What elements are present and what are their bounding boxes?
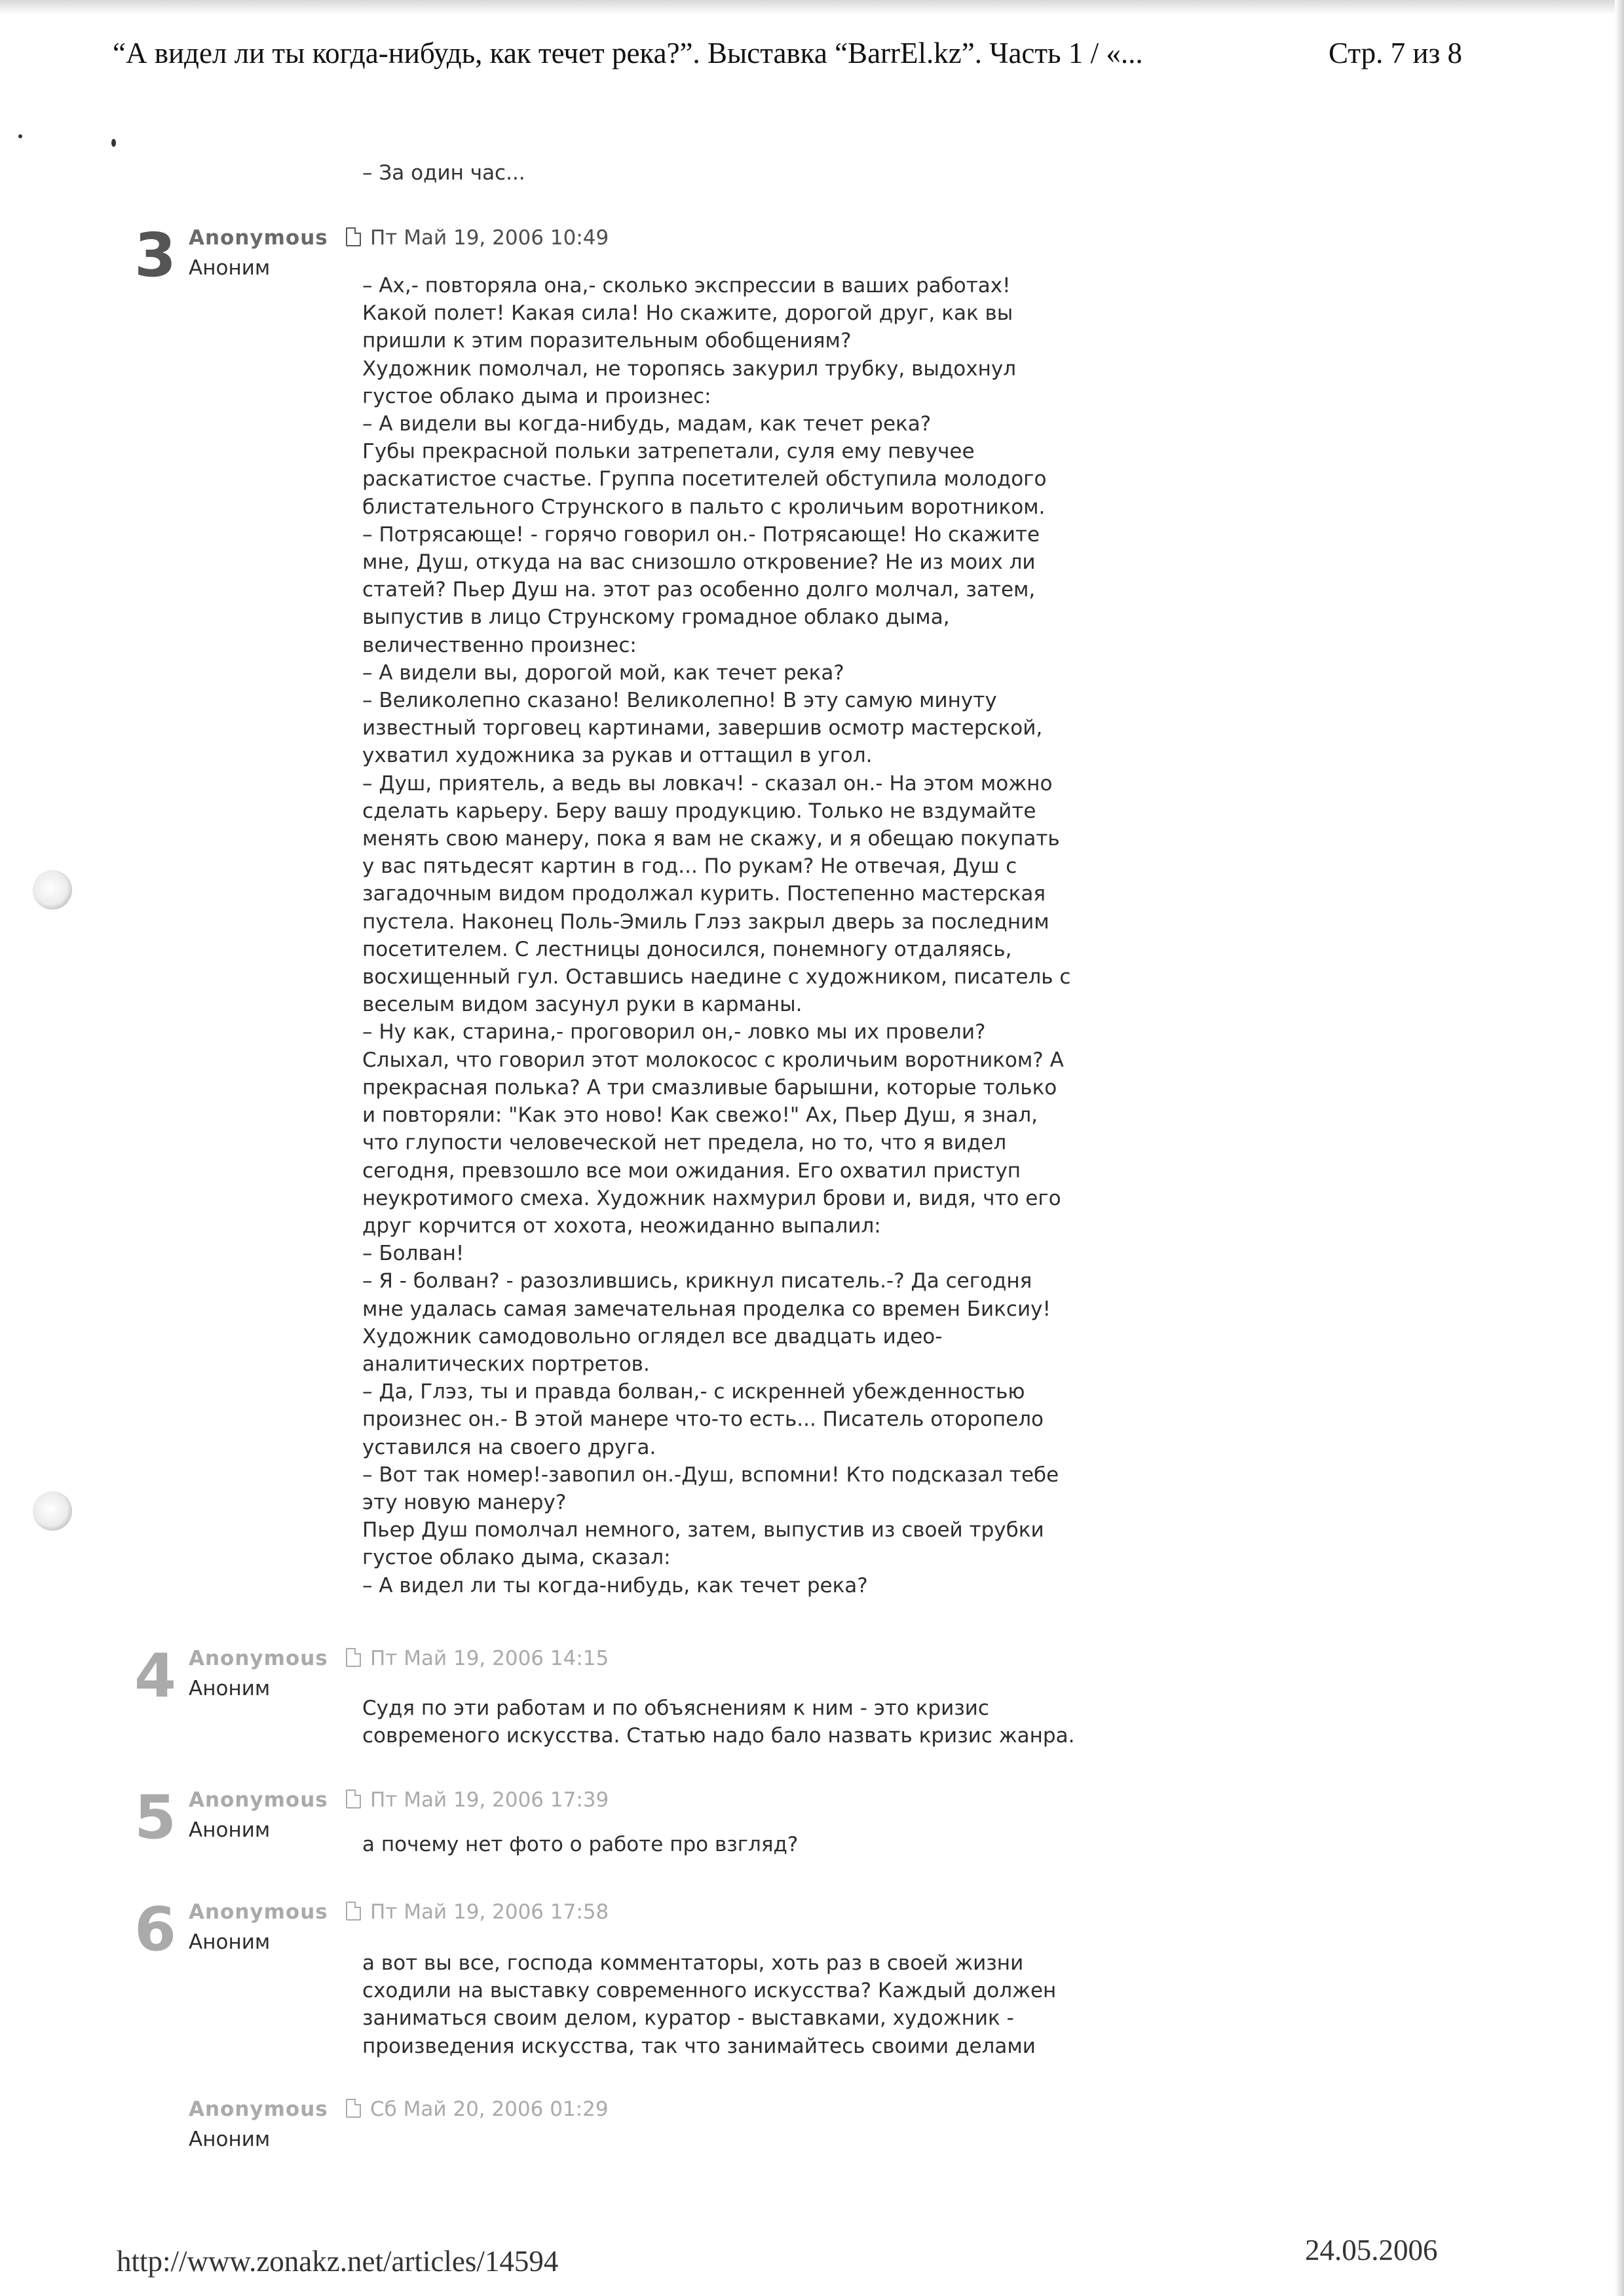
comment-date bbox=[346, 2094, 609, 2124]
comment-date-text: Пт Май 19, 2006 14:15 bbox=[370, 1647, 609, 1670]
print-footer-url[interactable]: http://www.zonakz.net/articles/14594 bbox=[117, 2245, 559, 2278]
comment-date-text: Пт Май 19, 2006 17:58 bbox=[370, 1900, 609, 1924]
comment-author bbox=[189, 2094, 328, 2154]
comment-number: 3 bbox=[134, 220, 177, 290]
comment-date-text: Пт Май 19, 2006 10:49 bbox=[370, 226, 609, 250]
post-icon[interactable] bbox=[346, 227, 361, 246]
comment-date bbox=[346, 1785, 609, 1815]
print-footer-date: 24.05.2006 bbox=[1305, 2234, 1438, 2267]
print-header-title: “А видел ли ты когда-нибудь, как течет река?”. Выставка “BarrEl.kz”. Часть 1 / «... bbox=[113, 37, 1143, 69]
comment-number: 5 bbox=[134, 1782, 177, 1852]
comment-body: а вот вы все, господа комментаторы, хоть раз в своей жизни сходили на выставку современного искусства? Каждый должен заниматься своим делом, куратор - выставками, художник - произведения искусства, так что занимайтесь своими делами bbox=[362, 1951, 1057, 2058]
comment-date-text: Пт Май 19, 2006 17:39 bbox=[370, 1788, 609, 1812]
post-icon[interactable] bbox=[346, 1789, 361, 1808]
author-name-ru: Аноним bbox=[189, 1818, 271, 1842]
comment-body: – Ах,- повторяла она,- сколько экспрессии в ваших работах! Какой полет! Какая сила! Но скажите, дорогой друг, как вы пришли к этим поразительным обобщениям? Художник помолчал, не торопясь закурил трубку, выдохнул густое облако дыма и произнес: – А видели вы когда-нибудь, мадам, как течет река? Губы прекрасной польки затрепетали, суля ему певучее раскатистое счастье. Группа посетителей обступила молодого блистательного Струнского в пальто с кроличьим воротником. – Потрясающе! - горячо говорил он.- Потрясающе! Но скажите мне, Душ, откуда на вас снизошло откровение? Не из моих ли статей? Пьер Душ на. этот раз особенно долго молчал, затем, выпустив в лицо Струнскому громадное облако дыма, величественно произнес: – А видели вы, дорогой мой, как течет река? – Великолепно сказано! Великолепно! В эту самую минуту известный торговец картинами, завершив осмотр мастерской, ухватил художника за рукав и оттащил в угол. – Душ, приятель, а ведь вы ловкач! - сказал он.- На этом можно сделать карьеру. Беру вашу продукцию. Только не вздумайте менять свою манеру, пока я вам не скажу, и я обещаю покупать у вас пятьдесят картин в год... По рукам? Не отвечая, Душ с загадочным видом продолжал курить. Постепенно мастерская пустела. Наконец Поль-Эмиль Глэз закрыл дверь за последним посетителем. С лестницы доносился, понемногу отдаляясь, восхищенный гул. Оставшись наедине с художником, писатель с веселым видом засунул руки в карманы. – Ну как, старина,- проговорил он,- ловко мы их провели? Слыхал, что говорил этот молокосос с кроличьим воротником? А прекрасная полька? А три смазливые барышни, которые только и повторяли: "Как это ново! Как свежо!" Ах, Пьер Душ, я знал, что глупости человеческой нет предела, но то, что я видел сегодня, превзошло все мои ожидания. Его охватил приступ неукротимого смеха. Художник нахмурил брови и, видя, что его друг корчится от хохота, неожиданно выпалил: – Болван! – Я - болван? - разозлившись, крикнул писатель.-? Да сегодня мне удалась самая замечательная проделка со времен Биксиу! Художник самодовольно оглядел все двадцать идео- аналитических портретов. – Да, Глэз, ты и правда болван,- с искренней убежденностью произнес он.- В этой манере что-то есть... Писатель оторопело уставился на своего друга. – Вот так номер!-завопил он.-Душ, вспомни! Кто подсказал тебе эту новую манеру? Пьер Душ помолчал немного, затем, выпустив из своей трубки густое облако дыма, сказал: – А видел ли ты когда-нибудь, как течет река? bbox=[362, 274, 1071, 1598]
post-icon[interactable] bbox=[346, 1902, 361, 1921]
post-icon[interactable] bbox=[346, 2099, 361, 2118]
comment-number: 6 bbox=[134, 1894, 177, 1964]
comment-body: а почему нет фото о работе про взгляд? bbox=[362, 1833, 799, 1856]
print-header bbox=[113, 36, 1462, 70]
comment-author bbox=[189, 1785, 328, 1845]
comment-author bbox=[189, 223, 328, 283]
scan-top-edge bbox=[0, 0, 1624, 14]
author-name-en[interactable]: Anonymous bbox=[189, 2097, 328, 2121]
comment-date bbox=[346, 1897, 609, 1927]
scan-speck bbox=[111, 139, 116, 147]
author-name-ru: Аноним bbox=[189, 1677, 271, 1700]
comment-date bbox=[346, 1643, 609, 1674]
author-name-en[interactable]: Anonymous bbox=[189, 1788, 328, 1812]
punch-hole-top bbox=[33, 870, 72, 909]
author-name-en[interactable]: Anonymous bbox=[189, 1900, 328, 1924]
comment-number: 4 bbox=[134, 1641, 177, 1711]
comment-date bbox=[346, 223, 609, 253]
author-name-ru: Аноним bbox=[189, 256, 271, 280]
comment-author bbox=[189, 1897, 328, 1957]
print-header-page: Стр. 7 из 8 bbox=[1329, 37, 1462, 69]
post-icon[interactable] bbox=[346, 1648, 361, 1667]
author-name-ru: Аноним bbox=[189, 1930, 271, 1954]
comment-body: Судя по эти работам и по объяснениям к ним - это кризис современого искусства. Статью надо бало назвать кризис жанра. bbox=[362, 1696, 1075, 1748]
author-name-en[interactable]: Anonymous bbox=[189, 1647, 328, 1670]
scan-speck bbox=[18, 134, 22, 138]
intro-line: – За один час... bbox=[362, 161, 525, 185]
comment-date-text: Сб Май 20, 2006 01:29 bbox=[370, 2097, 609, 2121]
author-name-ru: Аноним bbox=[189, 2128, 271, 2151]
author-name-en[interactable]: Anonymous bbox=[189, 226, 328, 250]
comment-author bbox=[189, 1643, 328, 1704]
punch-hole-bottom bbox=[33, 1491, 72, 1531]
scan-right-edge bbox=[1615, 0, 1624, 2296]
